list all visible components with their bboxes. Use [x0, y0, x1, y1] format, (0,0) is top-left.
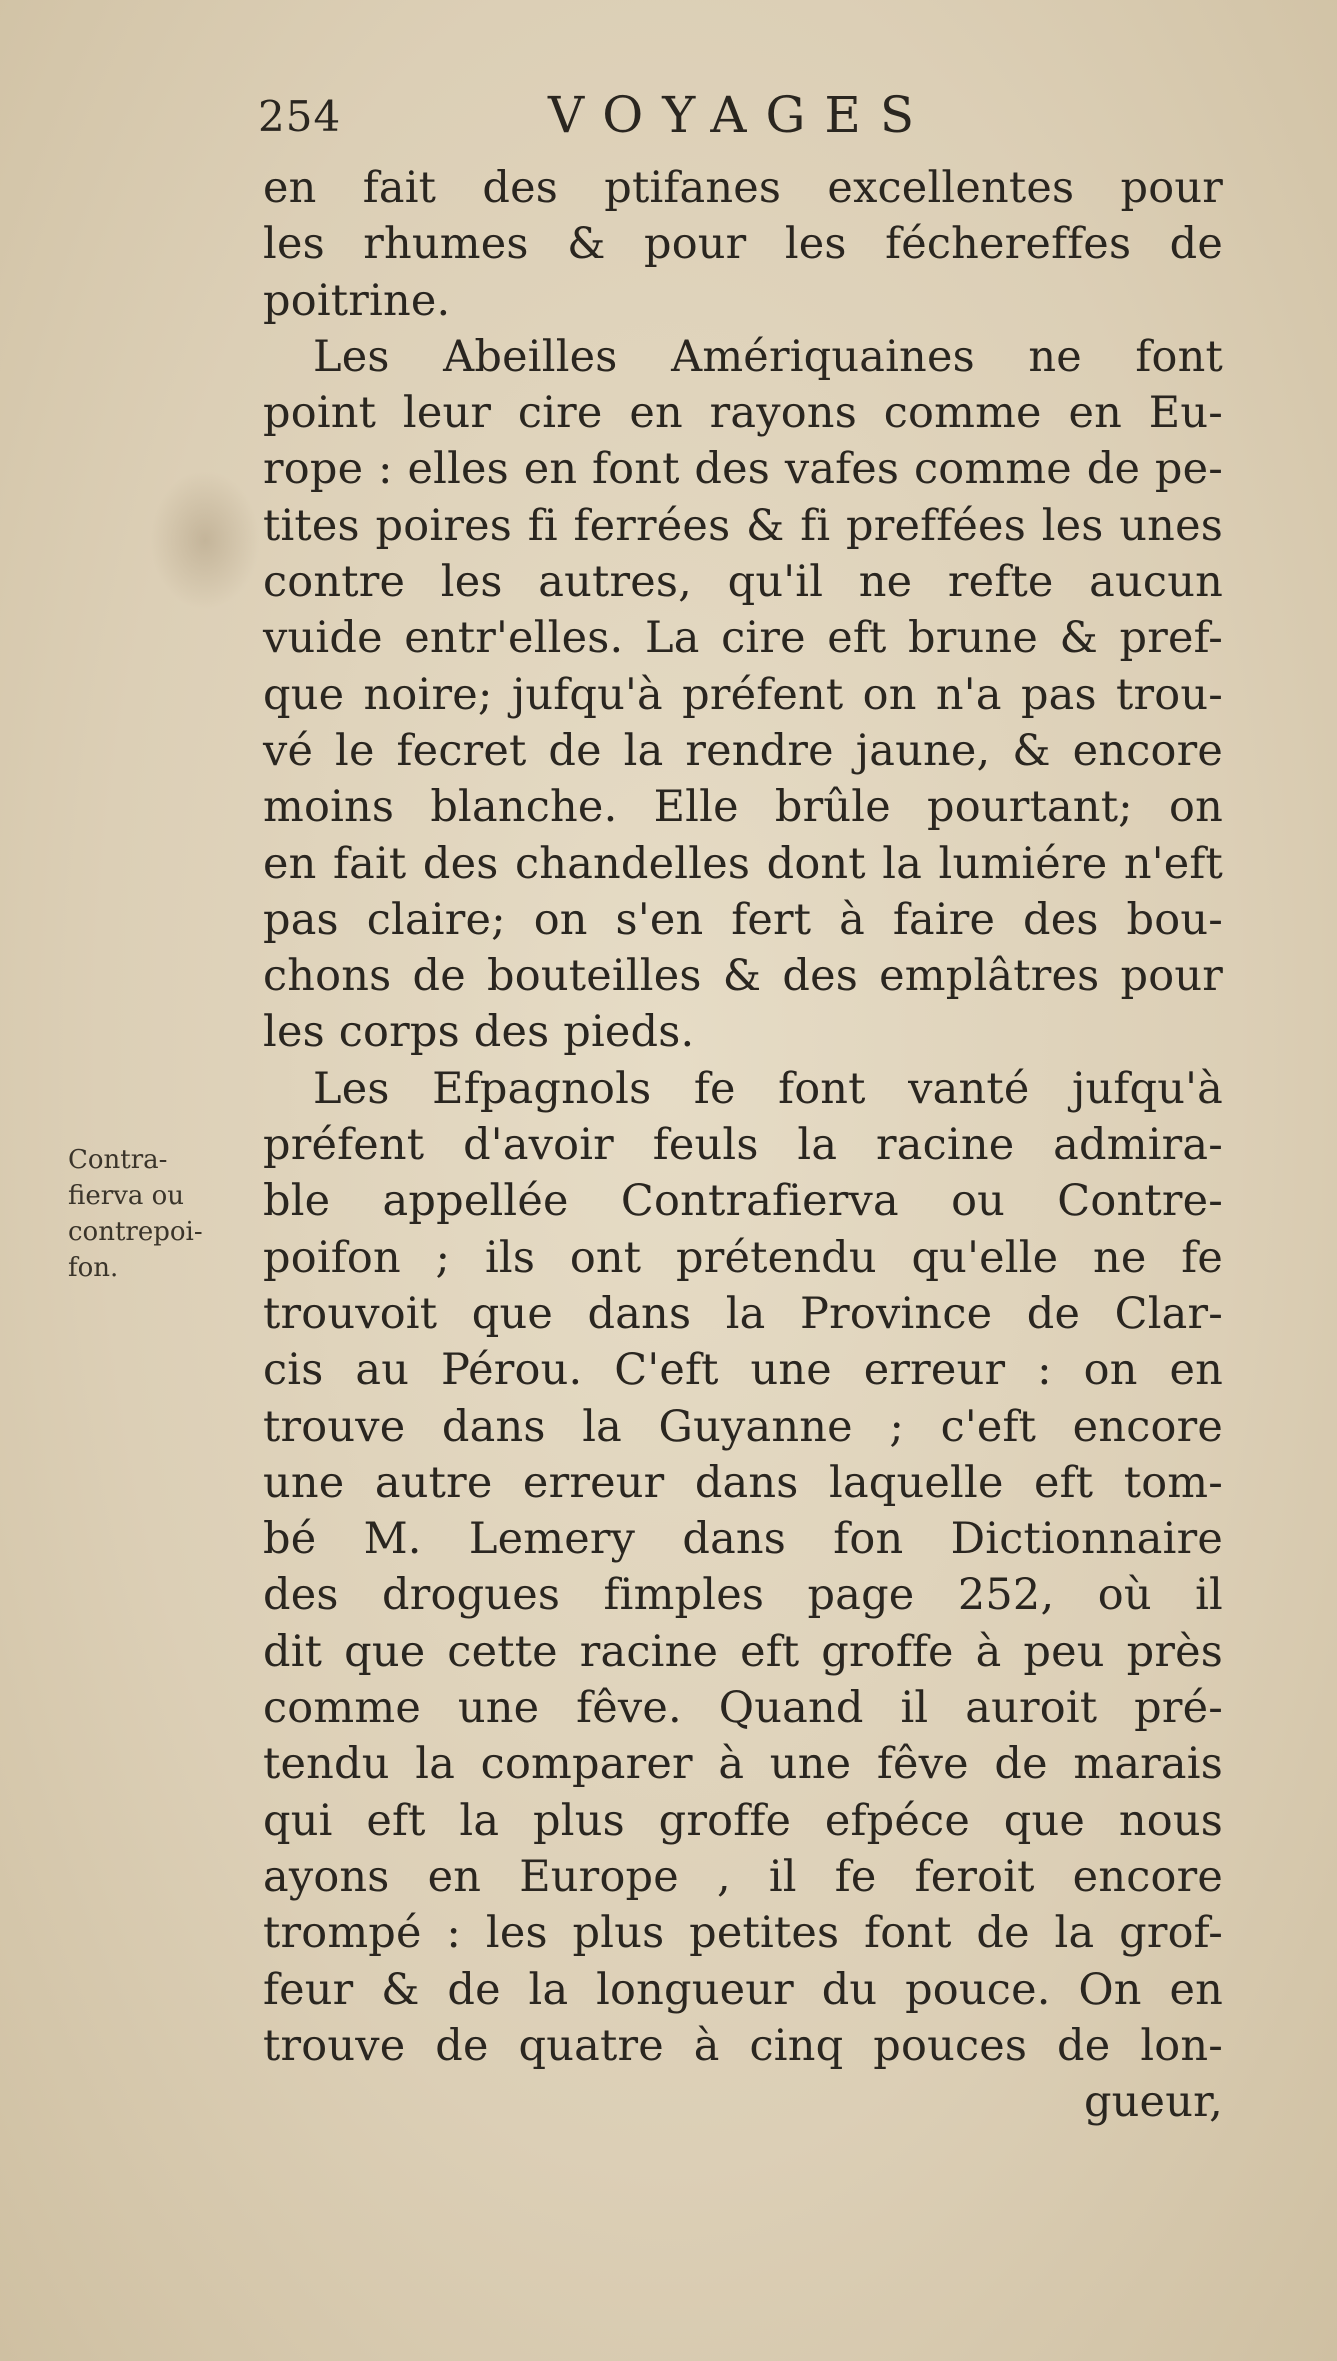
text-line: Les Abeilles Amériquaines ne font — [313, 331, 1223, 382]
text-line: dit que cette racine eft groffe à peu près — [263, 1626, 1223, 1677]
text-line: rope : elles en font des vafes comme de pe- — [263, 444, 1223, 495]
text-line: une autre erreur dans laquelle eft tom- — [263, 1457, 1223, 1508]
text-line: gueur, — [1083, 2077, 1223, 2128]
running-title: VOYAGES — [548, 86, 934, 144]
text-line: vuide entr'elles. La cire eft brune & pref- — [263, 613, 1223, 664]
text-line: poitrine. — [263, 275, 451, 326]
text-line: moins blanche. Elle brûle pourtant; on — [263, 782, 1223, 833]
text-line: Les Efpagnols fe font vanté jufqu'à — [313, 1063, 1223, 1114]
margin-note-line: fierva ou — [68, 1181, 185, 1211]
margin-note-line: Contra- — [68, 1145, 168, 1175]
text-line: tites poires fi ferrées & fi preffées les unes — [263, 500, 1223, 551]
text-line: en fait des chandelles dont la lumiére n'eft — [263, 838, 1223, 889]
text-line: comme une fêve. Quand il auroit pré- — [263, 1683, 1223, 1734]
text-line: qui eft la plus groffe efpéce que nous — [263, 1795, 1223, 1846]
running-head — [258, 86, 1238, 152]
text-line: point leur cire en rayons comme en Eu- — [263, 388, 1223, 439]
text-line: les corps des pieds. — [263, 1007, 695, 1058]
text-line: pas claire; on s'en fert à faire des bou- — [263, 894, 1223, 945]
text-line: ble appellée Contrafierva ou Contre- — [263, 1176, 1223, 1227]
text-line: en fait des ptifanes excellentes pour — [263, 163, 1223, 213]
text-line: que noire; jufqu'à préfent on n'a pas trou- — [263, 669, 1223, 720]
margin-note — [68, 1142, 258, 1286]
paper-stain — [150, 470, 260, 610]
text-line: contre les autres, qu'il ne refte aucun — [263, 557, 1223, 608]
text-line: trompé : les plus petites font de la grof- — [263, 1908, 1223, 1959]
text-line: poifon ; ils ont prétendu qu'elle ne fe — [263, 1232, 1223, 1283]
text-line: tendu la comparer à une fêve de marais — [263, 1739, 1223, 1790]
text-line: les rhumes & pour les féchereffes de — [263, 219, 1223, 270]
text-line: des drogues fimples page 252, où il — [263, 1570, 1223, 1621]
page-number: 254 — [258, 92, 342, 141]
text-line: trouve dans la Guyanne ; c'eft encore — [263, 1401, 1223, 1452]
text-line: bé M. Lemery dans fon Dictionnaire — [263, 1514, 1223, 1565]
text-line: trouve de quatre à cinq pouces de lon- — [263, 2020, 1223, 2071]
text-line: trouvoit que dans la Province de Clar- — [263, 1288, 1223, 1339]
text-line: vé le fecret de la rendre jaune, & encore — [263, 725, 1223, 776]
text-line: préfent d'avoir feuls la racine admira- — [263, 1120, 1223, 1171]
margin-note-line: contrepoi- — [68, 1217, 203, 1247]
text-line: chons de bouteilles & des emplâtres pour — [263, 951, 1223, 1002]
text-line: cis au Pérou. C'eft une erreur : on en — [263, 1345, 1223, 1396]
margin-note-line: fon. — [68, 1253, 119, 1283]
text-line: ayons en Europe , il fe feroit encore — [263, 1851, 1223, 1902]
text-line: feur & de la longueur du pouce. On en — [263, 1964, 1223, 2015]
body-text — [263, 160, 1223, 2130]
